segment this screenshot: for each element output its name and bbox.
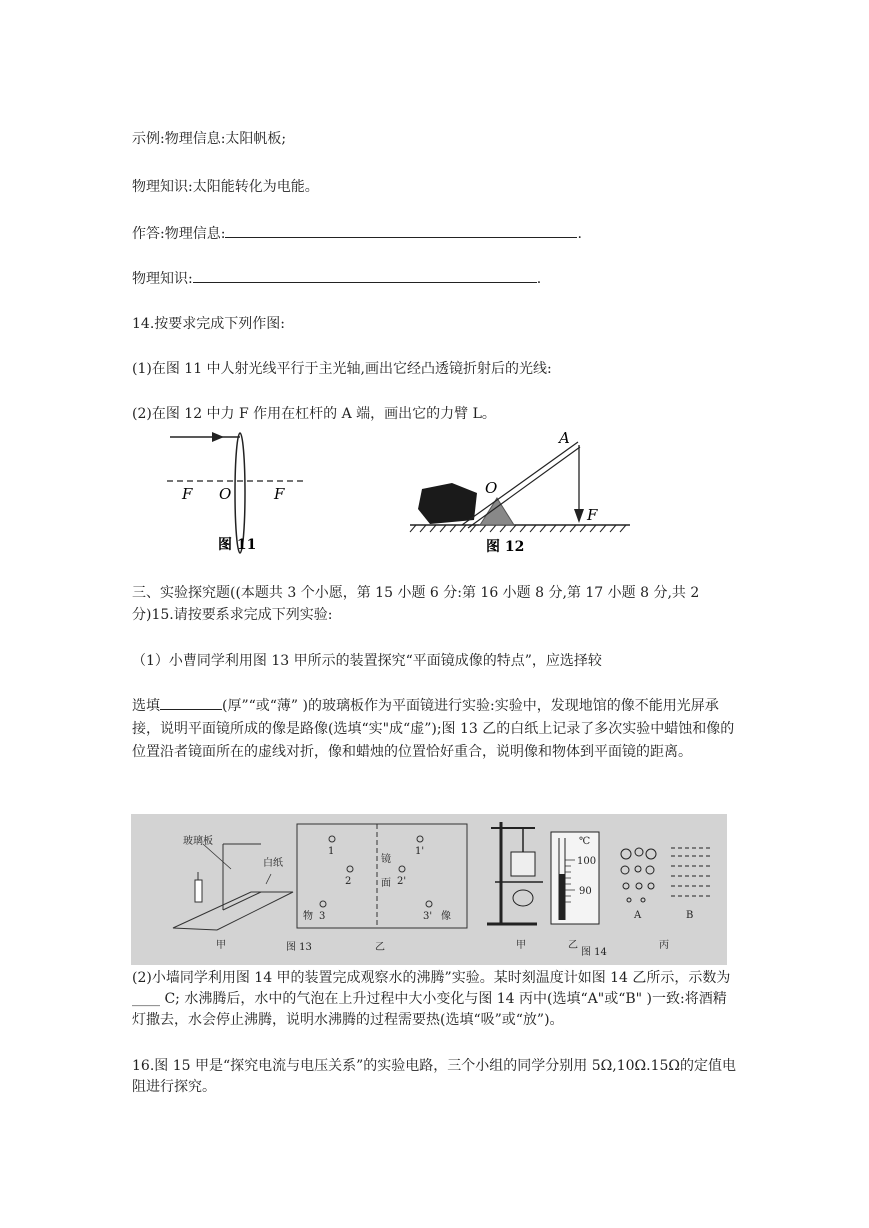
tick-100: 100 [577,856,597,867]
fig11-left-f: F [182,485,193,503]
image-1: 1' [415,846,425,857]
fig11-center-o: O [219,485,232,503]
bubble-a-label: A [634,910,642,921]
section3-line2: 分)15.请按要系求完成下列实验: [132,607,333,623]
rock [418,483,477,524]
section3-line1: 三、实验探究题((本题共 3 个小愿，第 15 小题 6 分:第 16 小题 8 分,第 17 小题 8 分,共 2 [132,585,700,601]
fulcrum [480,498,514,525]
example-info: 示例:物理信息:太阳帆板; [132,131,287,147]
fig11-right-f: F [274,485,285,503]
glass-label: 玻璃板 [183,836,213,847]
fig11-fig12 [132,425,632,560]
fig12-point-a: A [559,429,570,447]
fig13-jia: 甲 [216,940,226,951]
image-label: 像 [441,911,451,922]
q14-part2: (2)在图 12 中力 F 作用在杠杆的 A 端，画出它的力臂 L。 [132,406,496,422]
force-arrow-icon [574,509,584,523]
fig14-bing: 丙 [659,940,669,951]
bubble-b-label: B [686,910,694,921]
example-knowledge: 物理知识:太阳能转化为电能。 [132,179,319,195]
fig12-force-f: F [587,506,598,524]
lever-edge-top [462,442,578,525]
answer-info-end: . [577,226,582,242]
mirror-char-2: 面 [381,878,391,889]
object-label: 物 [303,911,313,922]
paper-label: 白纸 [263,858,283,869]
convex-lens [235,433,245,553]
image-2: 2' [397,876,407,887]
point-2: 2 [345,876,352,887]
answer-info-blank [225,222,577,238]
answer-info-label: 作答:物理信息: [132,226,226,242]
image-3: 3' [423,911,433,922]
q15-p2-start: 选填 [132,698,160,714]
ground-hatch [410,525,626,532]
answer-info-row [132,222,582,245]
fig13-fig14 [131,814,727,965]
fig12-point-o: O [485,479,498,497]
candle [195,880,202,902]
tick-90: 90 [579,886,592,897]
fig14-label: 图 14 [581,947,607,958]
q15-part1-paragraph [132,694,737,764]
ray-arrow-icon [212,432,224,442]
fig14-jia: 甲 [516,940,526,951]
point-3: 3 [319,911,326,922]
thermometer-scale [551,832,599,924]
point-1: 1 [328,846,335,857]
q15-p2-rest: (厚”“或“薄” )的玻璃板作为平面镜进行实验:实验中，发现地馆的像不能用光屏承接，说明平面镜所成的像是路像(选填“实"成“虚”);图 13 乙的白纸上记录了多次实验中蜡蚀和像的位置沿者镜面所在的虚线对折，像和蜡烛的位置恰好重合，说明像和物体到平面镜的距离。 [132,698,735,760]
q15-part2: (2)小墙同学利用图 14 甲的装置完成观察水的沸腾”实验。某时刻温度计如图 14 乙所示，示数为____ C; 水沸腾后，水中的气泡在上升过程中大小变化与图 14 丙中(选填“A"或“B" )一致:将酒精灯撒去，水会停止沸腾，说明水沸腾的过程需要热(选填“吸”或“放”)。 [132,970,731,1028]
thermometer-liquid [559,874,565,920]
fig13-label: 图 13 [286,942,312,953]
fig13-yi: 乙 [375,942,385,953]
q15-part1: （1）小曹同学利用图 13 甲所示的装置探究“平面镜成像的特点”，应选择较 [132,653,602,669]
fig12 [410,429,630,555]
fig11 [167,432,304,553]
q14-title: 14.按要求完成下列作图: [132,316,285,332]
q15-thickness-blank [160,694,222,710]
mirror-char-1: 镜 [381,854,391,865]
fig11-label: 图 11 [218,537,257,553]
beaker [511,852,535,876]
q16-text: 16.图 15 甲是“探究电流与电压关系”的实验电路，三个小组的同学分别用 5Ω,10Ω.15Ω的定值电阻进行探究。 [132,1058,737,1095]
answer-knowledge-blank [193,267,537,283]
fig14-yi: 乙 [568,940,578,951]
answer-knowledge-row [132,267,541,290]
q14-part1: (1)在图 11 中人射光线平行于主光轴,画出它经凸透镜折射后的光线: [132,361,552,377]
answer-knowledge-label: 物理知识: [132,271,193,287]
answer-knowledge-end: . [536,271,542,287]
fig12-label: 图 12 [486,539,525,555]
celsius-mark: ℃ [579,836,591,847]
